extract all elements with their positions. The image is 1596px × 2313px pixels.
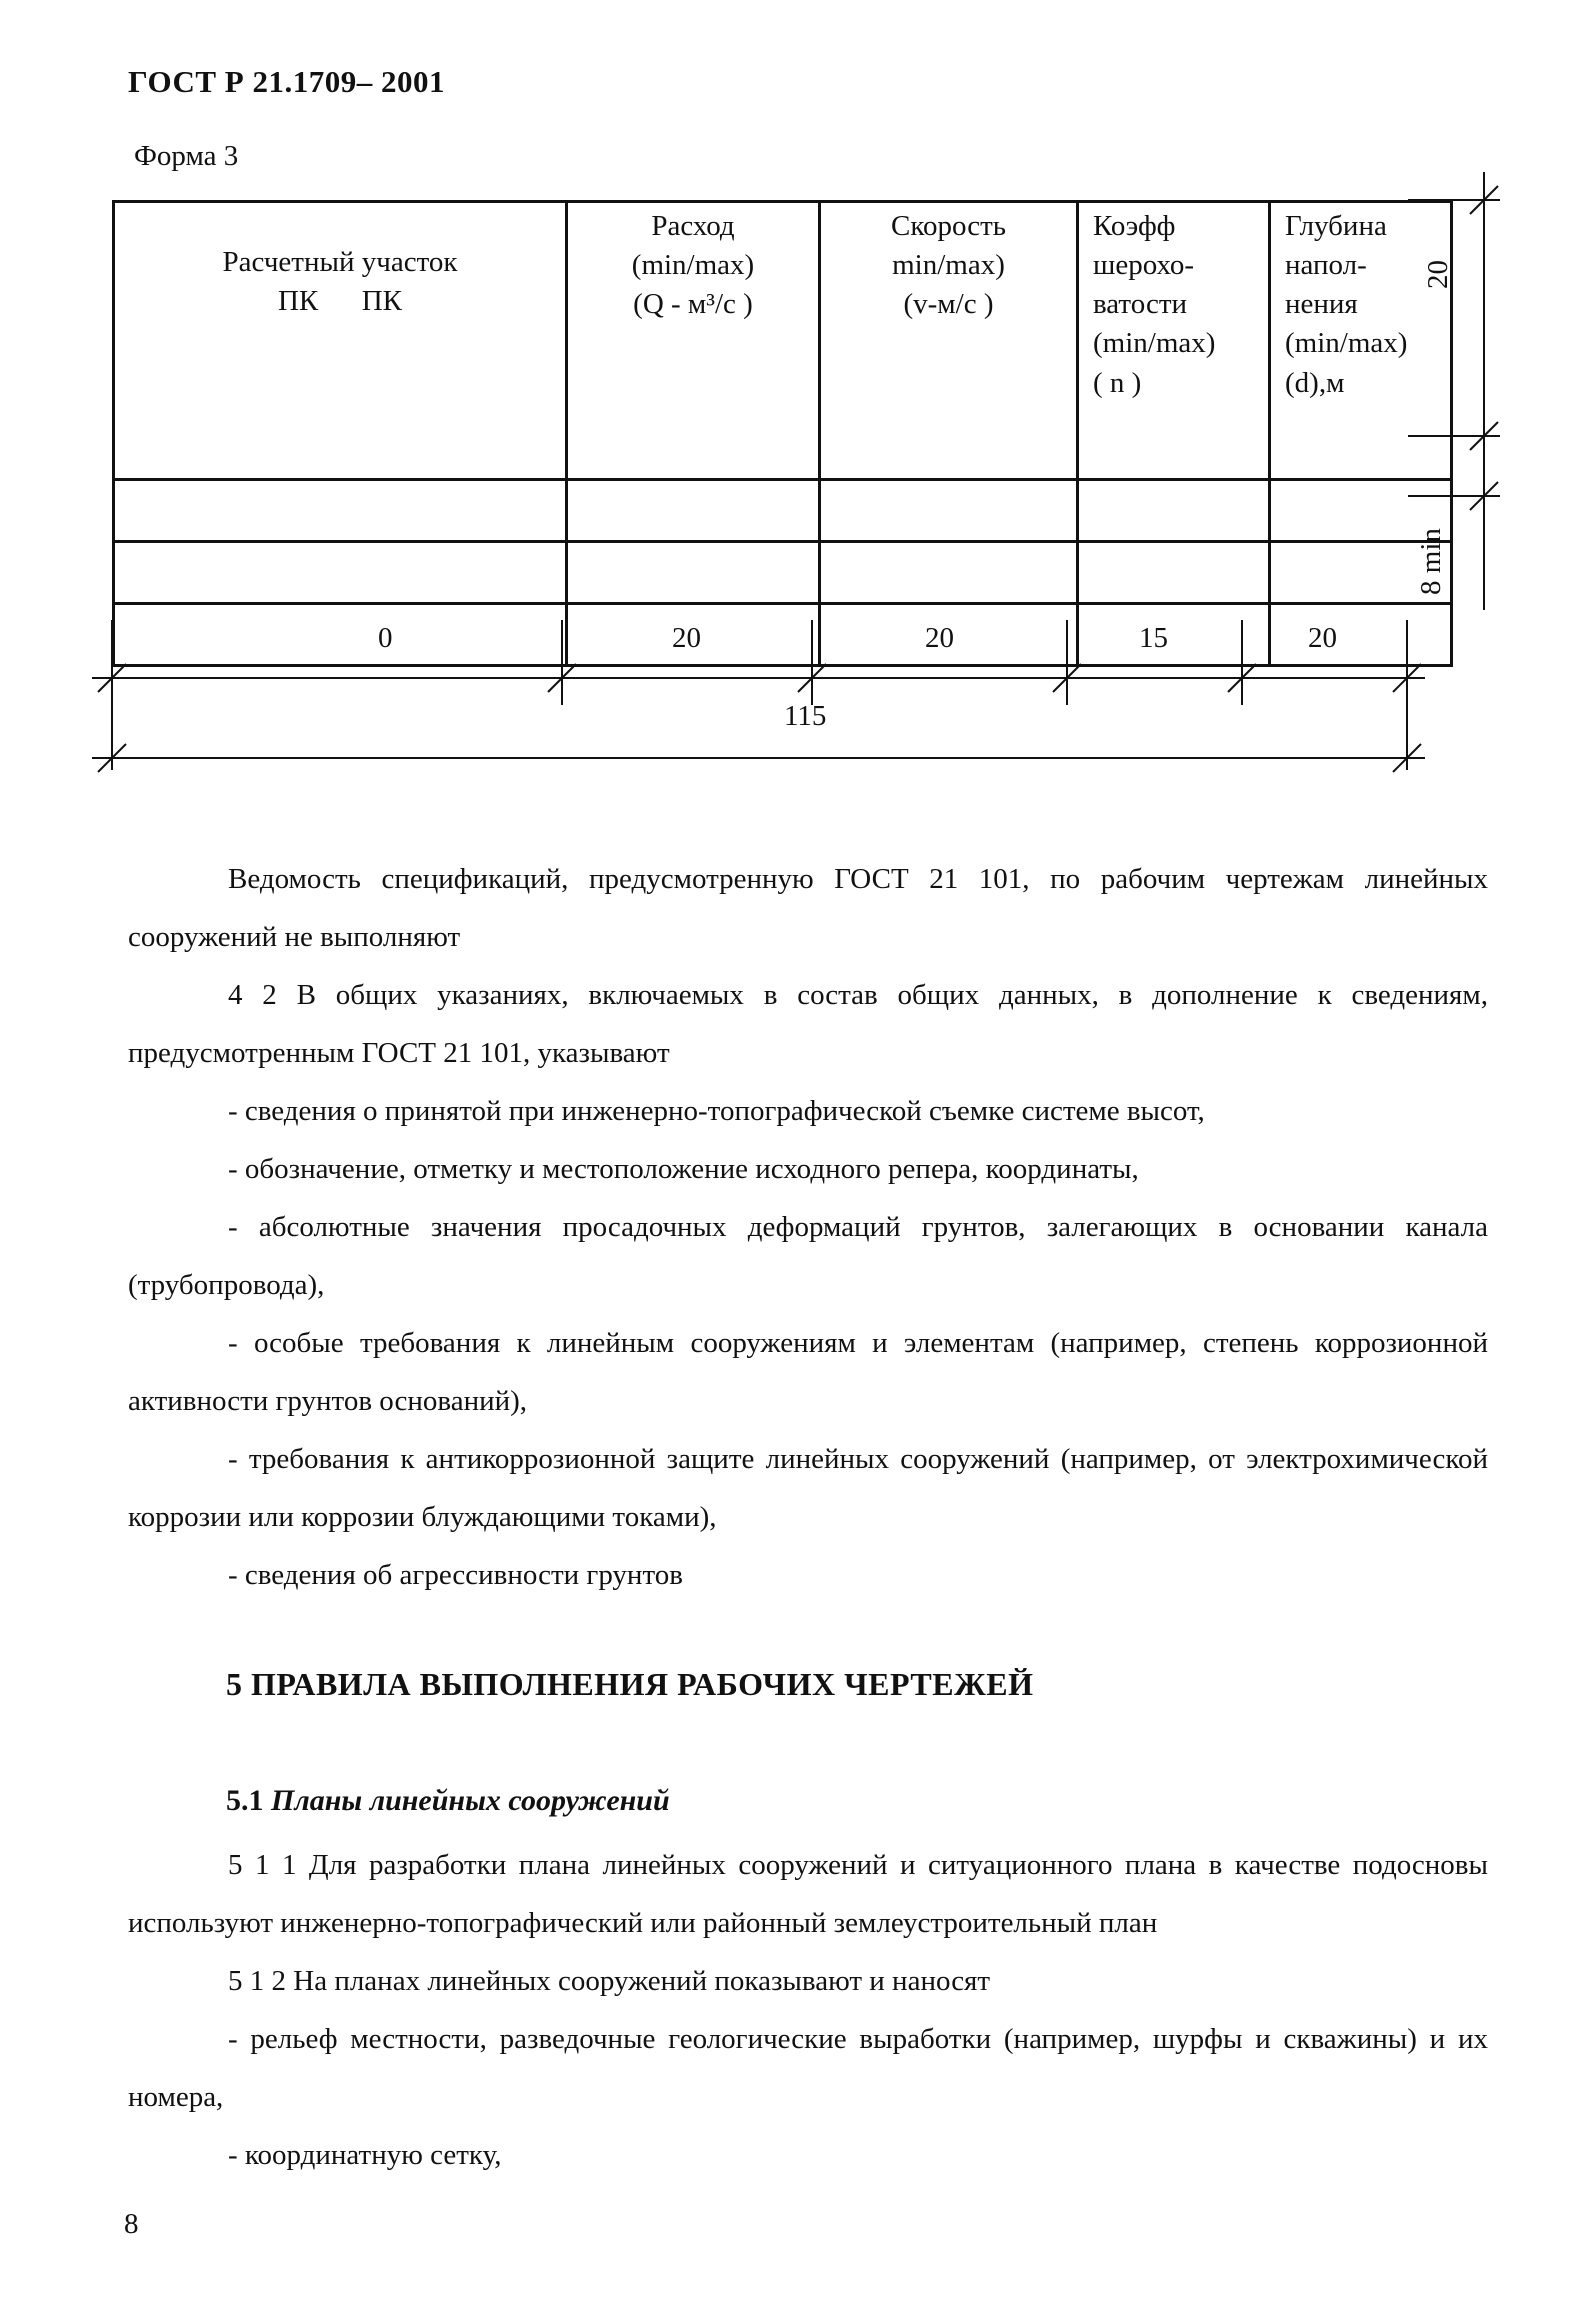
header-line: нения xyxy=(1285,288,1358,321)
header-line: Коэфф xyxy=(1093,210,1176,242)
column-header-flow xyxy=(567,202,820,480)
header-line: Расход xyxy=(651,210,735,242)
subsection-title xyxy=(226,1784,670,1818)
column-header-velocity xyxy=(820,202,1078,480)
page-number: 8 xyxy=(124,2208,139,2240)
table-row xyxy=(114,604,1452,666)
list-item: - обозначение, отметку и местоположение исходного репера, координаты, xyxy=(228,1153,1139,1185)
dimension-label: 15 xyxy=(1139,622,1168,654)
dimension-label: 20 xyxy=(925,622,954,654)
form-label: Форма 3 xyxy=(134,140,239,172)
list-item: - абсолютные значения просадочных деформаций грунтов, залегающих в основании канала (трубопровода), xyxy=(128,1211,1488,1301)
header-line: (d),м xyxy=(1285,366,1345,399)
dimension-label: 0 xyxy=(378,622,393,654)
total-width-label: 115 xyxy=(784,700,827,732)
paragraph: 5 1 2 На планах линейных сооружений показывают и наносят xyxy=(228,1965,991,1997)
header-line: ватости xyxy=(1093,288,1188,321)
paragraph: 4 2 В общих указаниях, включаемых в состав общих данных, в дополнение к сведениям, предусмотренным ГОСТ 21 101, указывают xyxy=(128,979,1488,1069)
header-line: (min/max) xyxy=(1093,327,1216,360)
header-line: ПК ПК xyxy=(277,285,403,318)
header-line: Глубина xyxy=(1285,210,1387,242)
header-line: напол- xyxy=(1285,249,1367,282)
paragraph: Ведомость спецификаций, предусмотренную ГОСТ 21 101, по рабочим чертежам линейных сооружений не выполняют xyxy=(128,863,1488,953)
list-item: - требования к антикоррозионной защите линейных сооружений (например, от электрохимической коррозии или коррозии блуждающими токами), xyxy=(128,1443,1488,1533)
header-line: min/max) xyxy=(892,249,1005,282)
header-line: (v-м/с ) xyxy=(903,288,994,321)
row-height-label: 8 min xyxy=(1414,528,1447,595)
list-item: - сведения об агрессивности грунтов xyxy=(228,1559,683,1591)
header-line: (min/max) xyxy=(1285,327,1408,360)
list-item: - особые требования к линейным сооружениям и элементам (например, степень коррозионной активности грунтов оснований), xyxy=(128,1327,1488,1417)
document-header: ГОСТ Р 21.1709– 2001 xyxy=(128,64,445,99)
column-header-depth xyxy=(1270,202,1452,480)
subsection-number: 5.1 xyxy=(226,1784,264,1817)
list-item: - координатную сетку, xyxy=(228,2139,502,2171)
table-header-row xyxy=(114,202,1452,480)
header-line: ( n ) xyxy=(1093,366,1142,399)
column-header-section xyxy=(114,202,567,480)
header-height-label: 20 xyxy=(1422,260,1454,289)
form-table xyxy=(112,200,1453,667)
header-line: (Q - м³/с ) xyxy=(633,288,753,321)
paragraph: 5 1 1 Для разработки плана линейных сооружений и ситуационного плана в качестве подосновы используют инженерно-топографический или районный землеустроительный план xyxy=(128,1849,1488,1939)
list-item: - рельеф местности, разведочные геологические выработки (например, шурфы и скважины) и их номера, xyxy=(128,2023,1488,2113)
header-line: шерохо- xyxy=(1093,249,1195,282)
dimension-label: 20 xyxy=(1308,622,1337,654)
table-row xyxy=(114,542,1452,604)
header-line: Расчетный участок xyxy=(222,246,458,278)
header-line: (min/max) xyxy=(631,249,755,282)
column-header-roughness xyxy=(1078,202,1270,480)
dimension-label: 20 xyxy=(672,622,701,654)
table-row xyxy=(114,480,1452,542)
section-title: 5 ПРАВИЛА ВЫПОЛНЕНИЯ РАБОЧИХ ЧЕРТЕЖЕЙ xyxy=(226,1666,1034,1702)
subsection-name: Планы линейных сооружений xyxy=(271,1784,670,1817)
list-item: - сведения о принятой при инженерно-топографической съемке системе высот, xyxy=(228,1095,1205,1127)
header-line: Скорость xyxy=(891,210,1006,242)
